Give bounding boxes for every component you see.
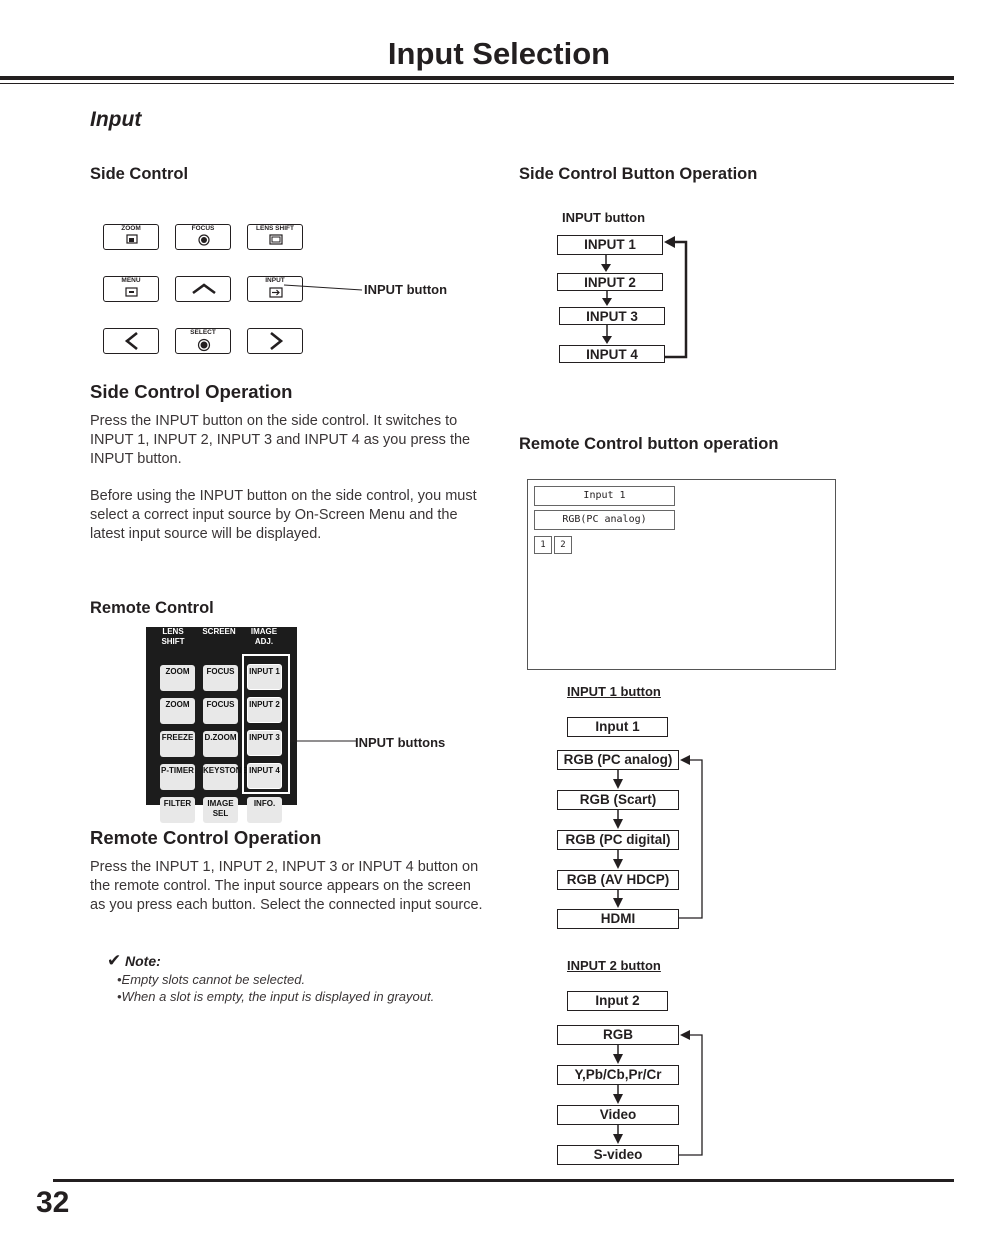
input1-flow-arrows xyxy=(600,750,710,930)
osd-screen xyxy=(527,479,836,670)
remote-input2-key: INPUT 2 xyxy=(247,697,282,723)
chevron-left-icon xyxy=(103,328,159,354)
input-button-callout: INPUT button xyxy=(364,282,448,297)
side-flow-input2: INPUT 2 xyxy=(557,273,663,291)
osd-slot2-icon: 2 xyxy=(554,536,572,554)
section-heading: Input xyxy=(90,108,142,131)
remote-keystone-key: KEYSTONE xyxy=(203,764,238,790)
remote-input4-key: INPUT 4 xyxy=(247,763,282,789)
zoom-icon xyxy=(103,224,159,250)
input2-flow-arrows xyxy=(600,1025,710,1170)
remote-zoom-key: ZOOM xyxy=(160,665,195,691)
input2-flow-item-2: Y,Pb/Cb,Pr/Cr xyxy=(557,1065,679,1085)
remote-input1-key: INPUT 1 xyxy=(247,664,282,690)
remote-dzoom-key: D.ZOOM xyxy=(203,731,238,757)
screen-key: SCREEN xyxy=(202,627,236,636)
menu-button xyxy=(103,276,159,302)
right-button xyxy=(247,328,303,354)
input1-flow-head: Input 1 xyxy=(567,717,668,737)
input-label: INPUT xyxy=(265,277,285,284)
title-rule-thin xyxy=(0,83,954,84)
focus-label: FOCUS xyxy=(191,225,215,232)
focus-button xyxy=(175,224,231,250)
footer-rule xyxy=(53,1179,954,1182)
focus-icon xyxy=(175,224,231,250)
input1-flow-item-5: HDMI xyxy=(557,909,679,929)
input-button-leader xyxy=(276,283,366,295)
input2-flow-label: INPUT 2 button xyxy=(567,958,661,973)
remote-zoom2-key: ZOOM xyxy=(160,698,195,724)
remote-control-image xyxy=(146,627,297,818)
page-title: Input Selection xyxy=(387,36,611,71)
remote-focus-key: FOCUS xyxy=(203,665,238,691)
note-heading: Note: xyxy=(125,953,161,969)
remote-ptimer-key: P-TIMER xyxy=(160,764,195,790)
note-item-2: •When a slot is empty, the input is displayed in grayout. xyxy=(117,989,435,1004)
zoom-label: ZOOM xyxy=(121,225,141,232)
input1-flow-item-3: RGB (PC digital) xyxy=(557,830,679,850)
select-label: SELECT xyxy=(190,329,216,336)
select-button xyxy=(175,328,231,354)
zoom-button xyxy=(103,224,159,250)
remote-focus2-key: FOCUS xyxy=(203,698,238,724)
remote-control-heading: Remote Control xyxy=(90,599,214,617)
side-flow-arrows xyxy=(595,230,695,370)
note-check-icon: ✔ xyxy=(107,951,122,970)
remote-input3-key: INPUT 3 xyxy=(247,730,282,756)
remote-filter-key: FILTER xyxy=(160,797,195,823)
select-icon xyxy=(175,328,231,354)
side-flow-input1: INPUT 1 xyxy=(557,235,663,255)
lens-shift-label: LENS SHIFT xyxy=(256,225,294,232)
remote-imagesel-key: IMAGE SEL xyxy=(203,797,238,823)
side-flow-input3: INPUT 3 xyxy=(559,307,665,325)
input2-flow-item-4: S-video xyxy=(557,1145,679,1165)
note-item-1: •Empty slots cannot be selected. xyxy=(117,972,306,987)
side-control-operation-heading: Side Control Operation xyxy=(90,381,293,402)
osd-input-field: Input 1 xyxy=(534,486,675,506)
lens-shift-button xyxy=(247,224,303,250)
input1-flow-item-2: RGB (Scart) xyxy=(557,790,679,810)
lens-shift-key: LENS SHIFT xyxy=(161,627,185,646)
remote-freeze-key: FREEZE xyxy=(160,731,195,757)
input1-flow-item-1: RGB (PC analog) xyxy=(557,750,679,770)
chevron-right-icon xyxy=(247,328,303,354)
side-control-operation-para2: Before using the INPUT button on the side control, you must select a correct input source by On-Screen Menu and the latest input source will be displayed. xyxy=(90,488,477,542)
side-control-button-operation-heading: Side Control Button Operation xyxy=(519,165,758,183)
menu-label: MENU xyxy=(121,277,141,284)
input-buttons-callout: INPUT buttons xyxy=(355,735,446,750)
osd-slot1-icon: 1 xyxy=(534,536,552,554)
input2-flow-item-3: Video xyxy=(557,1105,679,1125)
side-flow-label: INPUT button xyxy=(562,210,646,225)
lens-shift-icon xyxy=(247,224,303,250)
remote-control-operation-heading: Remote Control Operation xyxy=(90,827,322,848)
chevron-up-icon xyxy=(175,276,231,302)
image-adj-key: IMAGE ADJ. xyxy=(250,627,278,646)
side-control-operation-para1: Press the INPUT button on the side control. It switches to INPUT 1, INPUT 2, INPUT 3 and INPUT 4 as you press the INPUT button. xyxy=(90,413,471,467)
input1-flow-label: INPUT 1 button xyxy=(567,684,661,699)
page-number: 32 xyxy=(36,1186,70,1219)
input2-flow-item-1: RGB xyxy=(557,1025,679,1045)
input-buttons-leader xyxy=(290,738,356,744)
input2-flow-head: Input 2 xyxy=(567,991,668,1011)
remote-info-key: INFO. xyxy=(247,797,282,823)
input1-flow-item-4: RGB (AV HDCP) xyxy=(557,870,679,890)
menu-icon xyxy=(103,276,159,302)
osd-source-field: RGB(PC analog) xyxy=(534,510,675,530)
left-button xyxy=(103,328,159,354)
title-rule xyxy=(0,76,954,80)
up-button xyxy=(175,276,231,302)
remote-control-button-operation-heading: Remote Control button operation xyxy=(519,435,779,453)
input-keys-highlight xyxy=(242,654,290,794)
side-flow-input4: INPUT 4 xyxy=(559,345,665,363)
remote-control-operation-para: Press the INPUT 1, INPUT 2, INPUT 3 or INPUT 4 button on the remote control. The input source appears on the screen as you press each button. Select the connected input source. xyxy=(90,859,483,913)
side-control-heading: Side Control xyxy=(90,165,189,183)
